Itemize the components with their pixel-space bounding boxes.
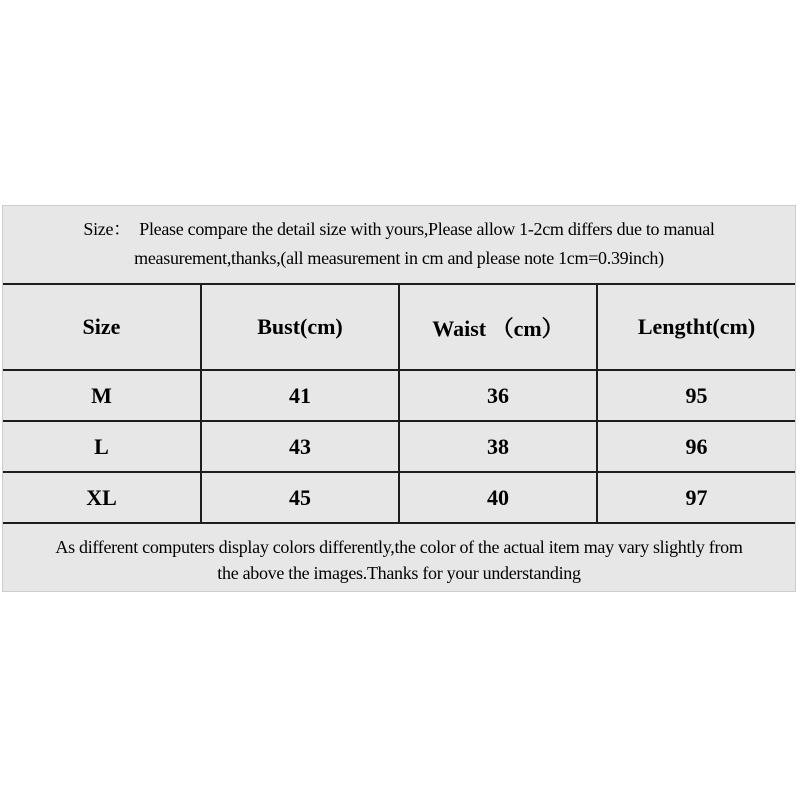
cell-xl-waist: 40 [399,472,597,523]
column-header-waist: Waist （cm） [399,284,597,370]
size-row-m [3,370,795,421]
size-table-header-row [3,284,795,370]
cell-xl-length: 97 [597,472,795,523]
column-header-bust: Bust(cm) [201,284,399,370]
cell-l-bust: 43 [201,421,399,472]
cell-m-waist: 36 [399,370,597,421]
cell-m-size: M [3,370,201,421]
cell-m-bust: 41 [201,370,399,421]
cell-m-length: 95 [597,370,795,421]
size-row-l [3,421,795,472]
disclaimer-line-2: the above the images.Thanks for your understanding [217,563,581,583]
column-header-length: Lengtht(cm) [597,284,795,370]
size-chart-panel [2,205,796,592]
cell-l-length: 96 [597,421,795,472]
cell-l-size: L [3,421,201,472]
size-measurement-note [3,206,795,283]
size-note-line-1: Size： Please compare the detail size with yours,Please allow 1-2cm differs due to manual [83,219,715,239]
size-note-line-2: measurement,thanks,(all measurement in cm and please note 1cm=0.39inch) [134,248,664,268]
cell-l-waist: 38 [399,421,597,472]
cell-xl-size: XL [3,472,201,523]
disclaimer-line-1: As different computers display colors differently,the color of the actual item may vary slightly from [55,537,743,557]
color-disclaimer [3,524,795,584]
size-table [3,283,795,524]
cell-xl-bust: 45 [201,472,399,523]
column-header-size: Size [3,284,201,370]
size-row-xl [3,472,795,523]
